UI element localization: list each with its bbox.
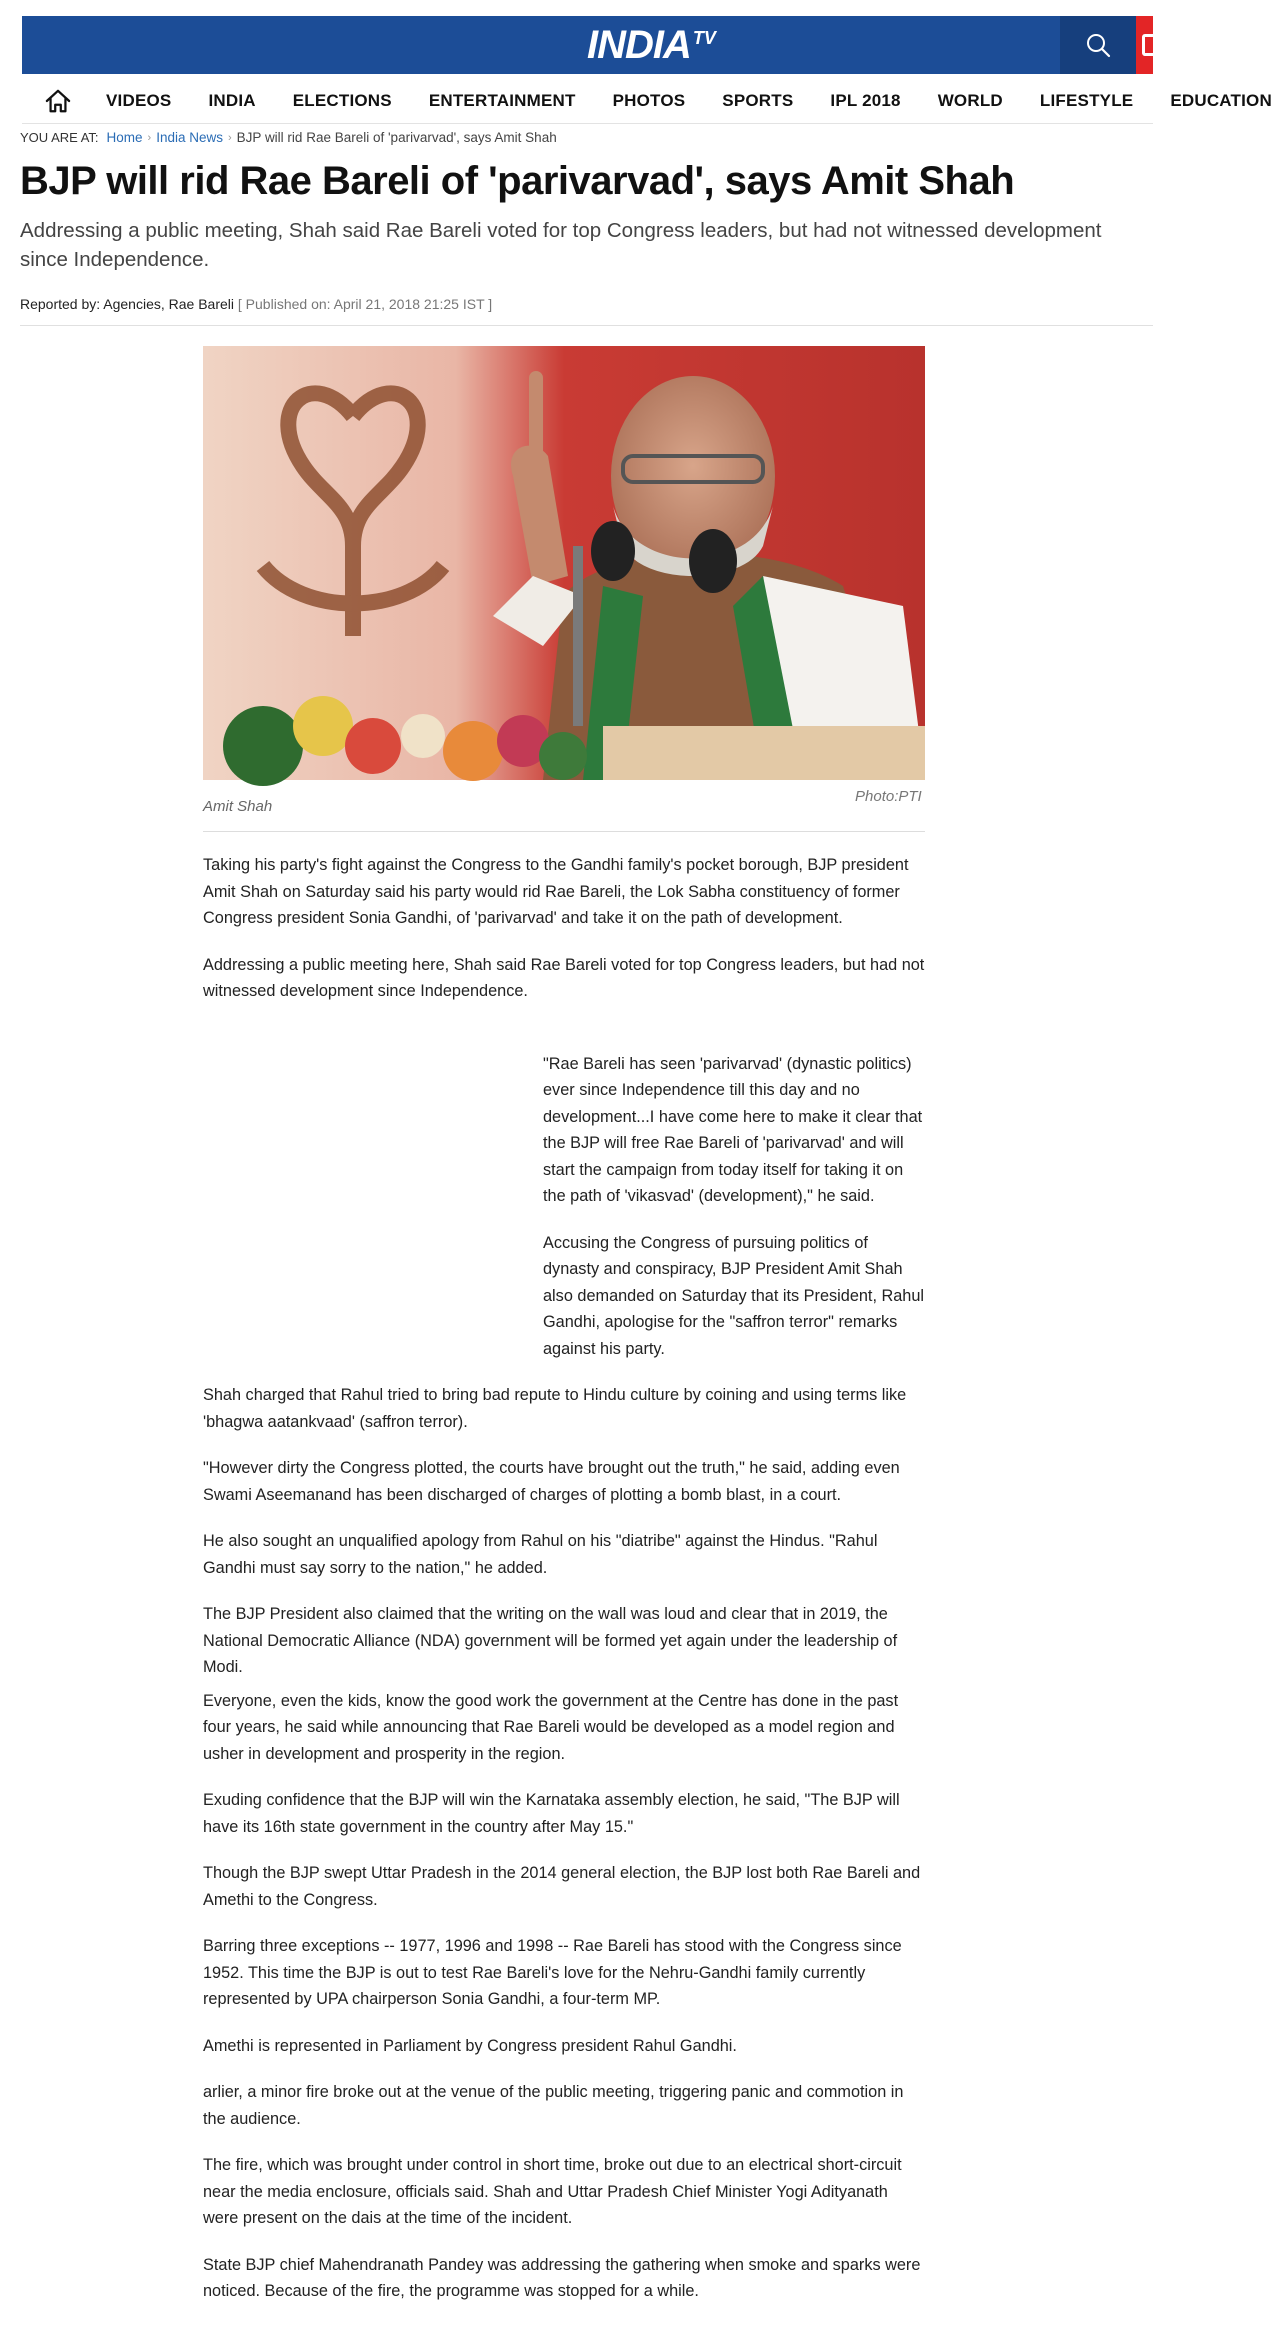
article-paragraph: State BJP chief Mahendranath Pandey was addressing the gathering when smoke and sparks were noticed. Because of the fire, the programme was stopped for a while.	[203, 2255, 921, 2300]
main-nav	[22, 78, 1272, 124]
speaker-photo	[203, 346, 925, 780]
chevron-right-icon: ›	[228, 131, 232, 144]
logo-text: INDIA	[587, 23, 691, 67]
breadcrumb-home-link[interactable]: Home	[106, 130, 143, 145]
divider	[203, 831, 925, 832]
article-paragraph: Addressing a public meeting here, Shah said Rae Bareli voted for top Congress leaders, but had not witnessed development since Independence.	[203, 955, 925, 1000]
nav-item-world[interactable]: WORLD	[937, 90, 1003, 110]
cart-button[interactable]	[1136, 16, 1153, 74]
home-icon	[44, 88, 72, 114]
article-hero-image	[203, 346, 925, 780]
nav-item-sports[interactable]: SPORTS	[722, 90, 794, 110]
article-paragraph: Accusing the Congress of pursuing politics of dynasty and conspiracy, BJP President Amit Shah also demanded on Saturday that its President, Rahul Gandhi, apologise for the "saffron terror" remarks against his party.	[543, 1233, 925, 1358]
nav-item-lifestyle[interactable]: LIFESTYLE	[1039, 90, 1134, 110]
site-header	[22, 16, 1153, 74]
article-body	[203, 852, 925, 2325]
article-paragraph: The fire, which was brought under control in short time, broke out due to an electrical short-circuit near the media enclosure, officials said. Shah and Uttar Pradesh Chief Minister Yogi Adityanath were present on the dais at the time of the incident.	[203, 2156, 902, 2227]
article-paragraph: Taking his party's fight against the Congress to the Gandhi family's pocket borough, BJP president Amit Shah on Saturday said his party would rid Rae Bareli, the Lok Sabha constituency of former Congress president Sonia Gandhi, of 'parivarvad' and take it on the path of development.	[203, 856, 909, 927]
nav-item-elections[interactable]: ELECTIONS	[292, 90, 392, 110]
article-paragraph: Everyone, even the kids, know the good work the government at the Centre has done in the past four years, he said while announcing that Rae Bareli would be developed as a model region and usher in development and prosperity in the region.	[203, 1691, 899, 1763]
article-paragraph: "However dirty the Congress plotted, the courts have brought out the truth," he said, adding even Swami Aseemanand has been discharged of charges of plotting a bomb blast, in a court.	[203, 1459, 900, 1504]
article-paragraph: Though the BJP swept Uttar Pradesh in the 2014 general election, the BJP lost both Rae Bareli and Amethi to the Congress.	[203, 1864, 921, 1909]
article-paragraph: Amethi is represented in Parliament by Congress president Rahul Gandhi.	[203, 2036, 737, 2055]
article-paragraph: The BJP President also claimed that the writing on the wall was loud and clear that in 2019, the National Democratic Alliance (NDA) government will be formed yet again under the leadership of Modi.	[203, 1605, 898, 1676]
breadcrumb-section-link[interactable]: India News	[156, 130, 223, 145]
reported-by: Reported by: Agencies, Rae Bareli	[20, 296, 235, 312]
nav-item-education[interactable]: EDUCATION	[1170, 90, 1272, 110]
published-date: [ Published on: April 21, 2018 21:25 IST ]	[237, 296, 493, 312]
logo-tv-text: TV	[692, 27, 716, 48]
breadcrumb-label: YOU ARE AT:	[20, 130, 99, 145]
spacer	[203, 1005, 925, 1051]
article-byline	[20, 296, 492, 312]
article-title: BJP will rid Rae Bareli of 'parivarvad', says Amit Shah	[20, 159, 1015, 203]
article-paragraph: Exuding confidence that the BJP will win the Karnataka assembly election, he said, "The BJP will have its 16th state government in the country after May 15."	[203, 1791, 900, 1836]
divider	[20, 325, 1153, 326]
site-logo[interactable]	[587, 24, 716, 66]
image-credit: Photo:PTI	[855, 788, 922, 805]
chevron-right-icon: ›	[147, 131, 152, 144]
nav-item-photos[interactable]: PHOTOS	[612, 90, 686, 110]
search-icon	[1084, 31, 1112, 59]
article-paragraph: Shah charged that Rahul tried to bring bad repute to Hindu culture by coining and using terms like 'bhagwa aatankvaad' (saffron terror).	[203, 1386, 907, 1431]
nav-item-videos[interactable]: VIDEOS	[106, 90, 172, 110]
search-button[interactable]	[1060, 16, 1136, 74]
nav-item-ipl-2018[interactable]: IPL 2018	[830, 90, 901, 110]
breadcrumb-current: BJP will rid Rae Bareli of 'parivarvad', says Amit Shah	[236, 130, 557, 145]
article-paragraph: arlier, a minor fire broke out at the venue of the public meeting, triggering panic and commotion in the audience.	[203, 2083, 904, 2128]
image-caption: Amit Shah	[203, 798, 273, 815]
breadcrumb	[20, 130, 557, 145]
nav-home[interactable]	[44, 86, 72, 116]
ad-slot	[203, 1051, 543, 1381]
cart-icon	[1142, 34, 1160, 56]
article-paragraph: "Rae Bareli has seen 'parivarvad' (dynastic politics) ever since Independence till this day and no development...I have come here to make it clear that the BJP will free Rae Bareli of 'parivarvad' and will start the campaign from today itself for taking it on the path of 'vikasvad' (development)," he said.	[543, 1054, 923, 1205]
nav-item-entertainment[interactable]: ENTERTAINMENT	[428, 90, 576, 110]
nav-item-india[interactable]: INDIA	[208, 90, 256, 110]
article-summary: Addressing a public meeting, Shah said Rae Bareli voted for top Congress leaders, but had not witnessed development since Independence.	[20, 219, 1102, 271]
article-paragraph: He also sought an unqualified apology from Rahul on his "diatribe" against the Hindus. "Rahul Gandhi must say sorry to the nation," he added.	[203, 1532, 878, 1577]
article-paragraph: Barring three exceptions -- 1977, 1996 and 1998 -- Rae Bareli has stood with the Congress since 1952. This time the BJP is out to test Rae Bareli's love for the Nehru-Gandhi family currently represented by UPA chairperson Sonia Gandhi, a four-term MP.	[203, 1937, 902, 2008]
